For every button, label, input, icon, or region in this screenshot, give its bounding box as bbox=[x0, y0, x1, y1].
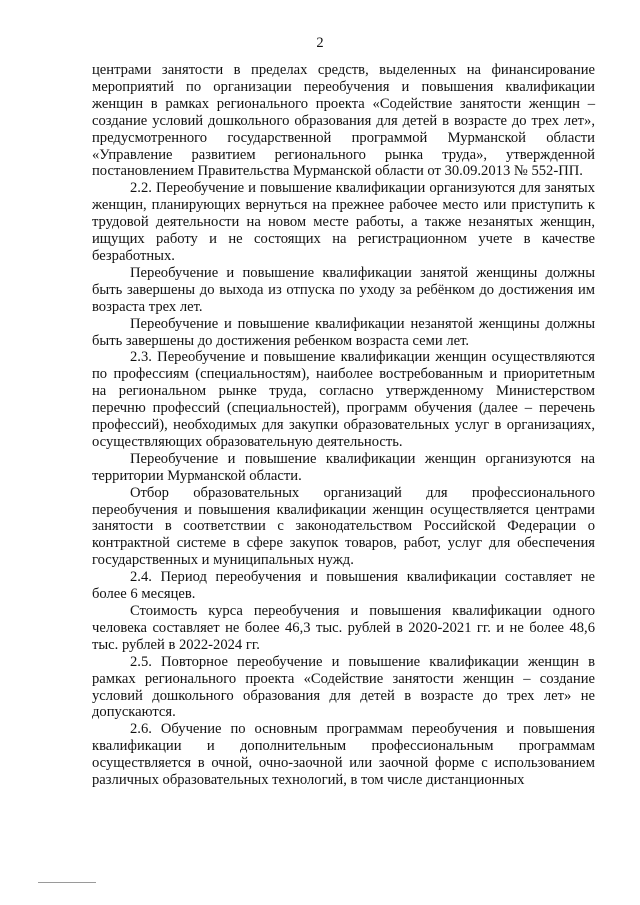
paragraph-cost: Стоимость курса переобучения и повышения квалификации одного человека составляет не более 46,3 тыс. рублей в 2020-2021 гг. и не более 48,6 тыс. рублей в 2022-2024 гг. bbox=[92, 603, 595, 653]
paragraph-continuation: центрами занятости в пределах средств, выделенных на финансирование мероприятий по организации переобучения и повышения квалификации женщин в рамках регионального проекта «Содействие занятости женщин – создание условий дошкольного образования для детей в возрасте до трех лет», предусмотренного государственной программой Мурманской области «Управление развитием регионального рынка труда», утвержденной постановлением Правительства Мурманской области от 30.09.2013 № 552-ПП. bbox=[92, 62, 595, 180]
paragraph-2-3: 2.3. Переобучение и повышение квалификации женщин осуществляются по профессиям (специальностям), наиболее востребованным и приоритетным на региональном рынке труда, согласно утвержденному Министерством перечню профессий (специальностей), программ обучения (далее – перечень профессий), необходимых для закупки образовательных услуг в организациях, осуществляющих образовательную деятельность. bbox=[92, 349, 595, 450]
document-body bbox=[92, 62, 595, 789]
page-number: 2 bbox=[316, 35, 324, 51]
paragraph-2-2: 2.2. Переобучение и повышение квалификации организуются для занятых женщин, планирующих вернуться на прежнее рабочее место или приступить к трудовой деятельности на новом месте работы, а также незанятых женщин, ищущих работу и не состоящих на регистрационном учете в качестве безработных. bbox=[92, 180, 595, 264]
paragraph-2-5: 2.5. Повторное переобучение и повышение квалификации женщин в рамках регионального проекта «Содействие занятости женщин – создание условий дошкольного образования для детей в возрасте до трех лет» не допускаются. bbox=[92, 653, 595, 721]
paragraph-employed-women: Переобучение и повышение квалификации занятой женщины должны быть завершены до выхода из отпуска по уходу за ребёнком до достижения им возраста трех лет. bbox=[92, 264, 595, 315]
paragraph-selection: Отбор образовательных организаций для профессионального переобучения и повышения квалификации женщин осуществляется центрами занятости в соответствии с законодательством Российской Федерации о контрактной системе в сфере закупок товаров, работ, услуг для обеспечения государственных и муниципальных нужд. bbox=[92, 484, 595, 569]
footer-divider bbox=[38, 882, 96, 883]
paragraph-unemployed-women: Переобучение и повышение квалификации незанятой женщины должны быть завершены до достижения ребенком возраста семи лет. bbox=[92, 315, 595, 349]
paragraph-2-4: 2.4. Период переобучения и повышения квалификации составляет не более 6 месяцев. bbox=[92, 569, 595, 603]
paragraph-territory: Переобучение и повышение квалификации женщин организуются на территории Мурманской области. bbox=[92, 450, 595, 484]
paragraph-2-6: 2.6. Обучение по основным программам переобучения и повышения квалификации и дополнительным профессиональным программам осуществляется в очной, очно-заочной или заочной форме с использованием различных образовательных технологий, в том числе дистанционных bbox=[92, 721, 595, 789]
